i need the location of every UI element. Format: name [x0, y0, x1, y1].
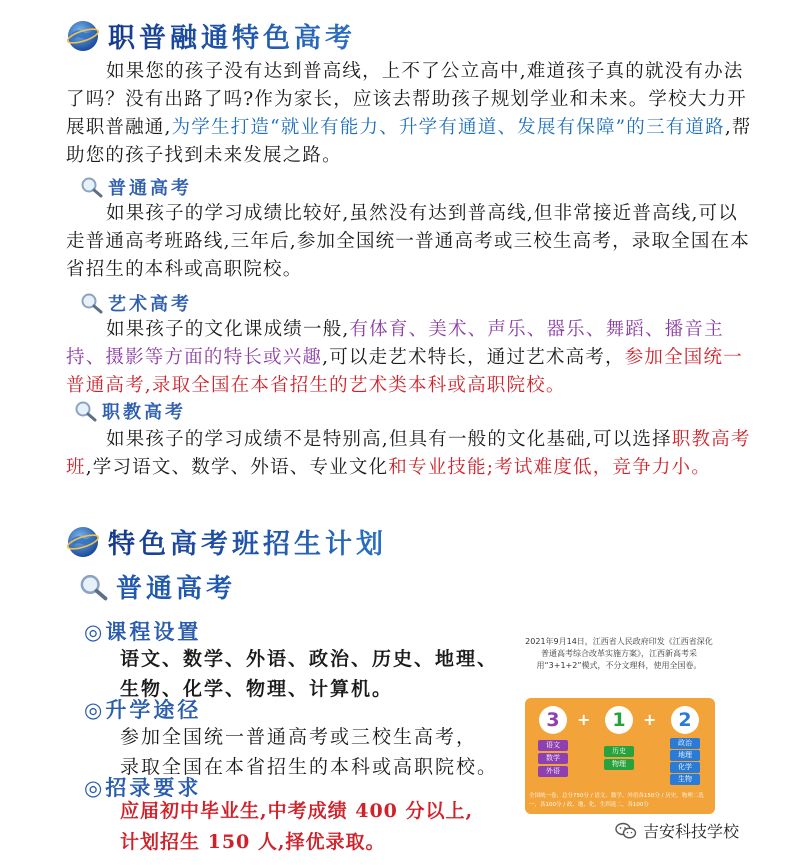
art-text-red: 参加全国统一普通高考,录取全国在本省招生的艺术类本科或高职院校。 [66, 347, 743, 396]
general-title: 普通高考 [108, 178, 192, 199]
intro-tail: ,帮助您的孩子找到未来发展之路。 [66, 117, 752, 166]
intro-text: 如果您的孩子没有达到普高线，上不了公立高中,难道孩子真的就没有办法了吗？没有出路了吗?作为家长，应该去帮助孩子规划学业和未来。学校大力开展职普融通, [66, 61, 747, 138]
sub-title-general-plan [78, 568, 236, 605]
plus-sign: + [643, 710, 657, 729]
section-title-text: 特色高考班招生计划 [108, 522, 387, 561]
sub-title-general [80, 174, 192, 200]
art-text-1: 如果孩子的文化课成绩一般, [106, 319, 350, 340]
art-text-purple: 有体育、美术、声乐、器乐、舞蹈、播音主持、摄影等方面的特长或兴趣 [66, 319, 724, 368]
intro-paragraph [66, 58, 756, 170]
section-title-plan [66, 522, 387, 561]
path-line-2: 录取全国在本省招生的本科或高职院校。 [120, 756, 499, 778]
card-footnote: 全国统一卷，总分750分 / 语文、数学、外语各150分 / 历史、物理二选一，各100分 / 政、地、化、生四选二，各100分 [529, 793, 704, 808]
magnifier-icon [80, 292, 104, 314]
magnifier-icon [74, 400, 98, 422]
account-watermark [615, 819, 739, 842]
course-heading: ◎课程设置 [84, 619, 202, 644]
magnifier-icon [80, 176, 104, 198]
vocational-paragraph [66, 426, 756, 482]
vocational-text-red-1: 职教高考班 [66, 429, 751, 478]
art-text-3: ,可以走艺术特长，通过艺术高考， [322, 347, 625, 368]
chip-geography: 地理 [670, 750, 700, 761]
number-three: 3 [539, 706, 567, 734]
requirement-line-2: 计划招生 150 人,择优录取。 [120, 831, 386, 853]
requirement-heading: ◎招录要求 [84, 775, 202, 800]
card-panel [525, 698, 715, 814]
globe-icon [66, 525, 100, 559]
general-plan-title: 普通高考 [116, 574, 237, 604]
globe-icon [66, 19, 100, 53]
art-paragraph [66, 316, 756, 400]
course-line-2: 生物、化学、物理、计算机。 [120, 678, 394, 700]
chip-chemistry: 化学 [670, 762, 700, 773]
vocational-text-3: ,学习语文、数学、外语、专业文化 [85, 457, 389, 478]
section-title-zhipu [66, 16, 356, 55]
chip-biology: 生物 [670, 774, 700, 785]
sub-title-art [80, 290, 192, 316]
vocational-text-red-2: 和专业技能;考试难度低，竞争力小。 [388, 457, 711, 478]
number-two: 2 [671, 706, 699, 734]
chip-history: 历史 [604, 746, 634, 757]
chip-physics: 物理 [604, 759, 634, 770]
general-text: 如果孩子的学习成绩比较好,虽然没有达到普高线,但非常接近普高线,可以走普通高考班路线,三年后,参加全国统一普通高考或三校生高考，录取全国在本省招生的本科或高职院校。 [66, 203, 750, 280]
wechat-icon [615, 822, 637, 840]
course-line-1: 语文、数学、外语、政治、历史、地理、 [120, 648, 499, 670]
general-paragraph [66, 200, 756, 284]
section-title-text: 职普融通特色高考 [108, 16, 356, 55]
chip-foreign: 外语 [538, 766, 568, 777]
magnifier-icon [78, 573, 110, 601]
vocational-title: 职教高考 [102, 402, 186, 423]
plus-sign: + [577, 710, 591, 729]
vocational-text-1: 如果孩子的学习成绩不是特别高,但具有一般的文化基础,可以选择 [106, 429, 672, 450]
path-line-1: 参加全国统一普通高考或三校生高考， [120, 726, 478, 748]
watermark-text: 吉安科技学校 [643, 822, 740, 841]
intro-highlight: 为学生打造“就业有能力、升学有通道、发展有保障”的三有道路 [171, 117, 725, 138]
requirement-line-1: 应届初中毕业生,中考成绩 400 分以上, [120, 800, 474, 822]
chip-math: 数学 [538, 753, 568, 764]
chip-chinese: 语文 [538, 740, 568, 751]
reform-info-card [519, 632, 719, 818]
sub-title-vocational [74, 398, 186, 424]
number-one: 1 [605, 706, 633, 734]
card-note: 2021年9月14日，江西省人民政府印发《江西省深化普通高考综合改革实施方案》，江西新高考采用“3+1+2”模式，不分文理科，使用全国卷。 [525, 637, 713, 670]
art-title: 艺术高考 [108, 294, 192, 315]
path-heading: ◎升学途径 [84, 697, 202, 722]
chip-politics: 政治 [670, 738, 700, 749]
requirement-list [120, 796, 520, 858]
